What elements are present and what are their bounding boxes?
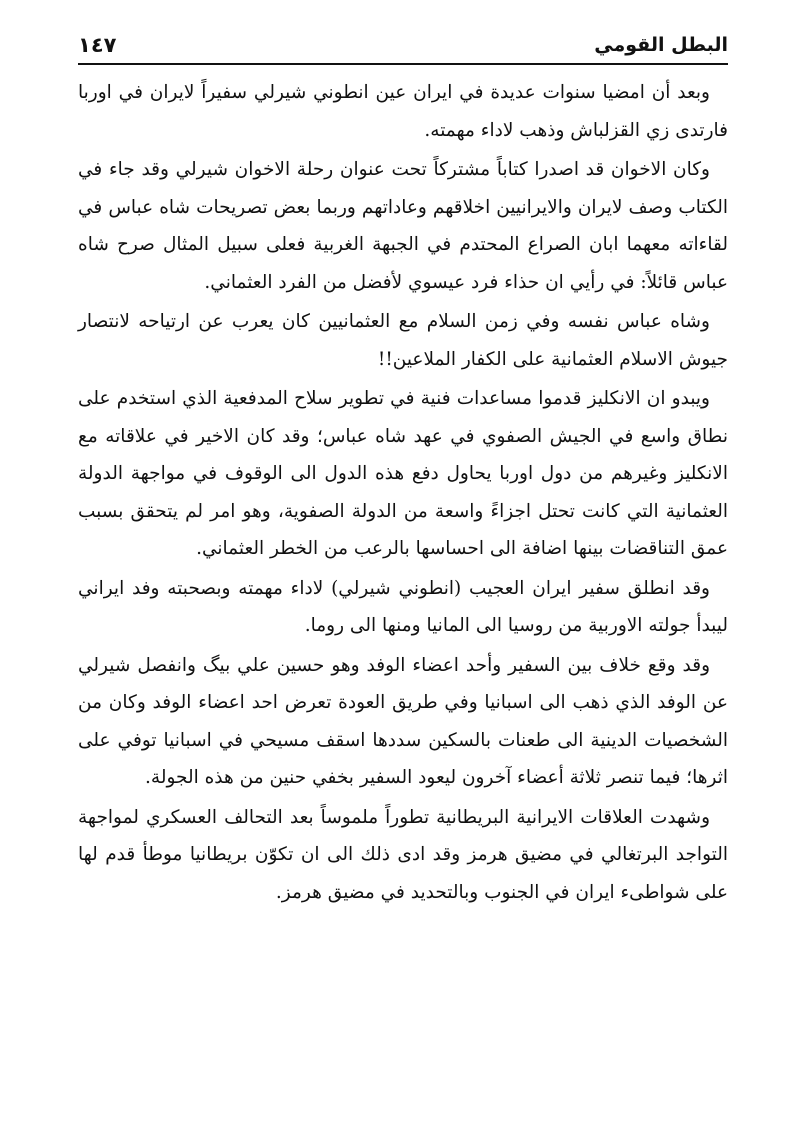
paragraph: وقد وقع خلاف بين السفير وأحد اعضاء الوفد وهو حسين علي بيگ وانفصل شيرلي عن الوفد الذي ذهب الى اسبانيا وفي طريق العودة تعرض احد اعضاء الوفد وكان من الشخصيات الدينية الى طعنات بالسكين سددها اسقف مسيحي في اسبانيا توفي على اثرها؛ فيما تنصر ثلاثة أعضاء آخرون ليعود السفير بخفي حنين من هذه الجولة.: [78, 654, 728, 788]
paragraph: وبعد أن امضيا سنوات عديدة في ايران عين انطوني شيرلي سفيراً لايران في اوربا فارتدى زي القزلباش وذهب لاداء مهمته.: [78, 82, 728, 141]
paragraph: وشهدت العلاقات الايرانية البريطانية تطوراً ملموساً بعد التحالف العسكري لمواجهة التواجد البرتغالي في مضيق هرمز وقد ادى ذلك الى ان تكوّن بريطانيا موطأ قدم لها على شواطىء ايران في الجنوب وبالتحديد في مضيق هرمز.: [78, 806, 728, 903]
body-text: [78, 74, 728, 913]
paragraph: وكان الاخوان قد اصدرا كتاباً مشتركاً تحت عنوان رحلة الاخوان شيرلي وقد جاء في الكتاب وصف لايران والايرانيين اخلاقهم وعاداتهم وربما بعض تصريحات شاه عباس في لقاءاته معهما ابان الصراع المحتدم في الجبهة الغربية فعلى سبيل المثال صرح شاه عباس قائلاً: في رأيي ان حذاء فرد عيسوي لأفضل من الفرد العثماني.: [78, 159, 728, 293]
paragraph: ويبدو ان الانكليز قدموا مساعدات فنية في تطوير سلاح المدفعية الذي استخدم على نطاق واسع في الجيش الصفوي في عهد شاه عباس؛ وقد كان الاخير في علاقاته مع الانكليز وغيرهم من دول اوربا يحاول دفع هذه الدول الى الوقوف في مواجهة الدولة العثمانية التي كانت تحتل اجزاءً واسعة من الدولة الصفوية، وهو امر لم يتحقق بسبب عمق التناقضات بينها اضافة الى احساسها بالرعب من الخطر العثماني.: [78, 388, 728, 559]
paragraph: وشاه عباس نفسه وفي زمن السلام مع العثمانيين كان يعرب عن ارتياحه لانتصار جيوش الاسلام العثمانية على الكفار الملاعين!!: [78, 311, 728, 370]
header-rule: [78, 63, 728, 65]
page-header: [78, 28, 728, 62]
page-number: ١٤٧: [78, 33, 117, 57]
running-title: البطل القومي: [594, 34, 728, 56]
paragraph: وقد انطلق سفير ايران العجيب (انطوني شيرلي) لاداء مهمته وبصحبته وفد ايراني ليبدأ جولته الاوربية من روسيا الى المانيا ومنها الى روما.: [78, 577, 728, 636]
